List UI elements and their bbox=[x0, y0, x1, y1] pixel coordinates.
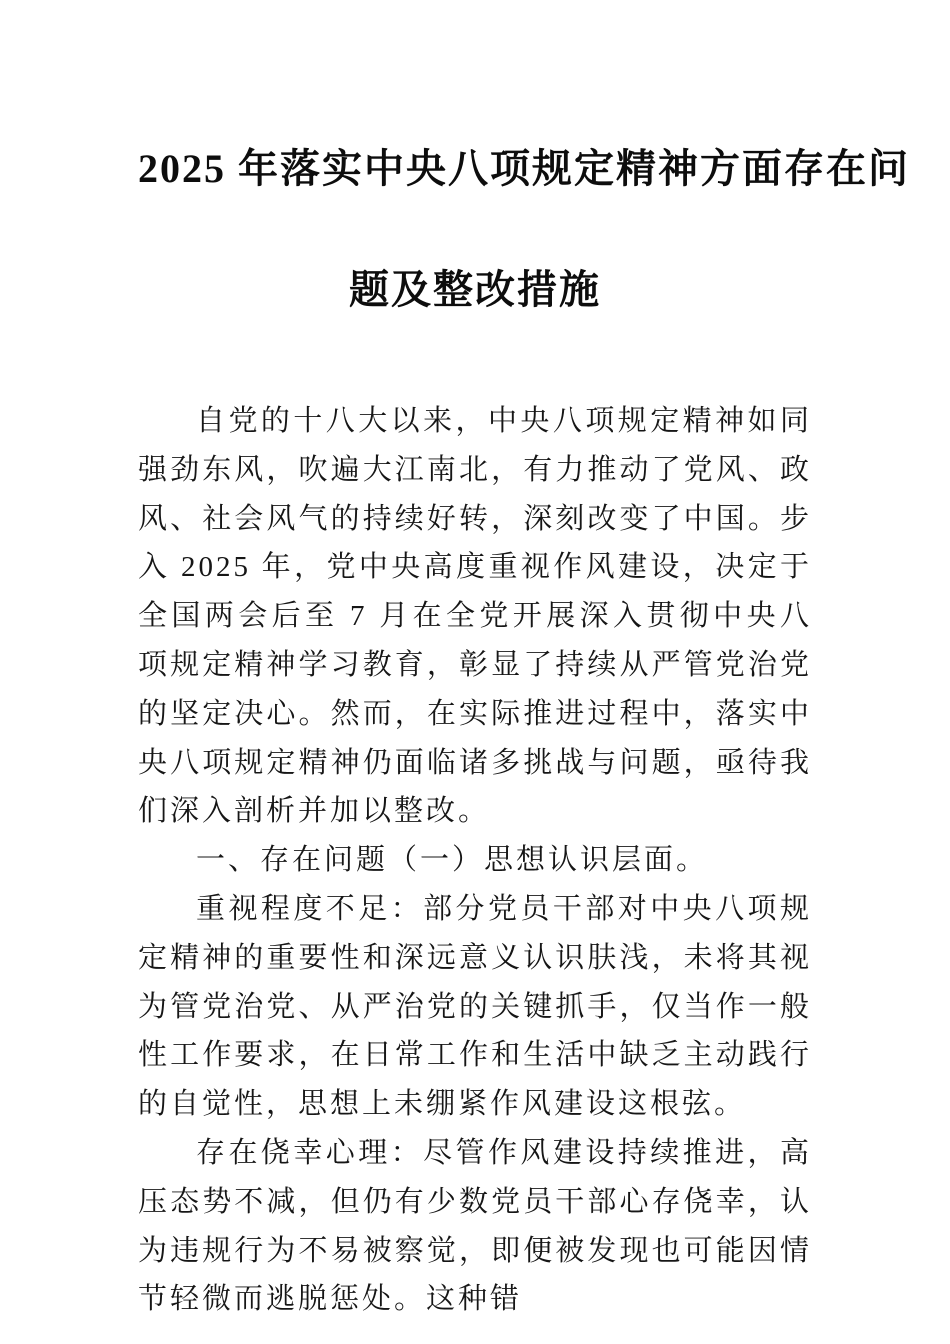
document-body bbox=[138, 397, 812, 1324]
document-title bbox=[138, 108, 910, 350]
document-title-line-1: 2025 年落实中央八项规定精神方面存在问 bbox=[138, 146, 910, 191]
paragraph-insufficient-attention: 重视程度不足：部分党员干部对中央八项规定精神的重要性和深远意义认识肤浅，未将其视为管党治党、从严治党的关键抓手，仅当作一般性工作要求，在日常工作和生活中缺乏主动践行的自觉性，思想上未绷紧作风建设这根弦。 bbox=[138, 892, 812, 1121]
paragraph-intro: 自党的十八大以来，中央八项规定精神如同强劲东风，吹遍大江南北，有力推动了党风、政风、社会风气的持续好转，深刻改变了中国。步入 2025 年，党中央高度重视作风建设，决定于全国两会后至 7 月在全党开展深入贯彻中央八项规定精神学习教育，彰显了持续从严管党治党的坚定决心。然而，在实际推进过程中，落实中央八项规定精神仍面临诸多挑战与问题，亟待我们深入剖析并加以整改。 bbox=[138, 405, 812, 828]
paragraph-section-heading: 一、存在问题（一）思想认识层面。 bbox=[196, 844, 709, 877]
paragraph-fluke-mentality: 存在侥幸心理：尽管作风建设持续推进，高压态势不减，但仍有少数党员干部心存侥幸，认为违规行为不易被察觉，即便被发现也可能因情节轻微而逃脱惩处。这种错 bbox=[138, 1136, 812, 1316]
document-title-line-2: 题及整改措施 bbox=[349, 267, 601, 312]
